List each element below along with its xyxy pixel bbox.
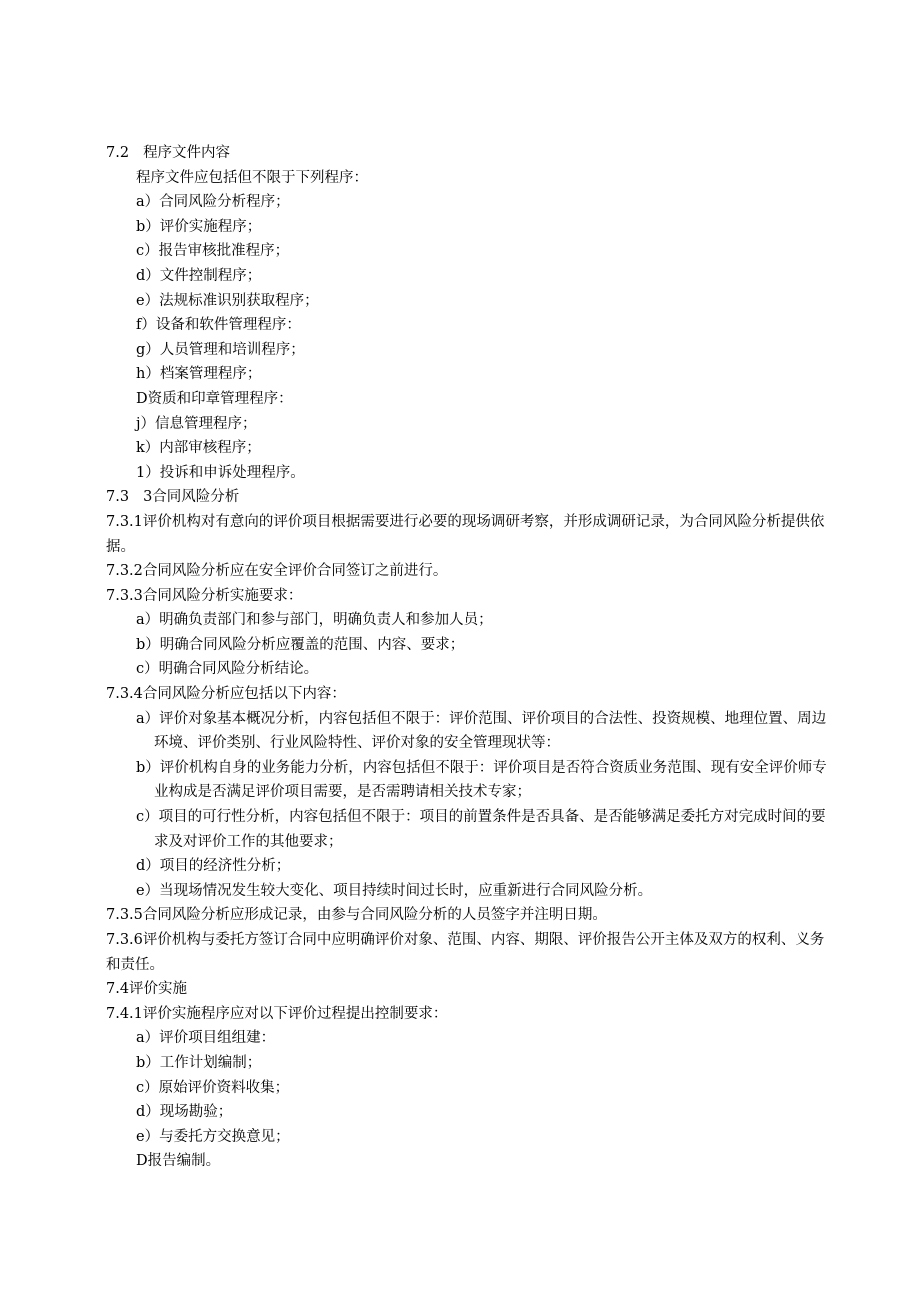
list-item: e）当现场情况发生较大变化、项目持续时间过长时，应重新进行合同风险分析。	[136, 882, 653, 899]
list-item: c）报告审核批准程序；	[136, 243, 290, 260]
list-item: a）明确负责部门和参与部门，明确负责人和参加人员；	[136, 612, 493, 629]
document-body	[106, 141, 836, 1174]
paragraph-7-3-6: 7.3.6评价机构与委托方签订合同中应明确评价对象、范围、内容、期限、评价报告公开主体及双方的权利、义务和责任。	[106, 932, 825, 973]
list-item: e）法规标准识别获取程序；	[136, 292, 319, 309]
paragraph-7-4-1: 7.4.1评价实施程序应对以下评价过程提出控制要求：	[106, 1005, 448, 1022]
list-item: g）人员管理和培训程序；	[136, 341, 305, 358]
section-heading-7-2	[106, 141, 836, 166]
list-item: h）档案管理程序；	[136, 366, 262, 383]
list-item: d）文件控制程序；	[136, 267, 262, 284]
list-item: b）评价机构自身的业务能力分析，内容包括但不限于：评价项目是否符合资质业务范围、现有安全评价师专业构成是否满足评价项目需要，是否需聘请相关技术专家；	[136, 759, 827, 801]
section-title: 3合同风险分析	[143, 489, 240, 506]
paragraph-7-3-5: 7.3.5合同风险分析应形成记录，由参与合同风险分析的人员签字并注明日期。	[106, 907, 607, 924]
section-number: 7.2	[106, 145, 130, 161]
list-item: D资质和印章管理程序：	[136, 390, 293, 407]
list-item: a）评价对象基本概况分析，内容包括但不限于：评价范围、评价项目的合法性、投资规模、地理位置、周边环境、评价类别、行业风险特性、评价对象的安全管理现状等：	[136, 710, 827, 752]
paragraph-7-3-3: 7.3.3合同风险分析实施要求：	[106, 587, 303, 604]
list-item: c）原始评价资料收集；	[136, 1079, 290, 1096]
list-item: d）现场勘验；	[136, 1104, 233, 1121]
paragraph-intro: 程序文件应包括但不限于下列程序：	[136, 169, 368, 186]
section-number: 7.3	[106, 489, 130, 506]
list-item: e）与委托方交换意见；	[136, 1128, 290, 1145]
list-item: b）工作计划编制；	[136, 1054, 262, 1071]
list-item: j）信息管理程序；	[136, 415, 257, 432]
list-item: b）明确合同风险分析应覆盖的范围、内容、要求；	[136, 636, 465, 653]
list-item: D报告编制。	[136, 1153, 221, 1170]
section-title: 程序文件内容	[143, 145, 231, 161]
section-heading-7-4: 7.4评价实施	[106, 981, 188, 998]
list-item: 1）投诉和申诉处理程序。	[136, 464, 305, 481]
paragraph-7-3-2: 7.3.2合同风险分析应在安全评价合同签订之前进行。	[106, 563, 448, 580]
paragraph-7-3-4: 7.3.4合同风险分析应包括以下内容：	[106, 686, 346, 703]
list-item: c）项目的可行性分析，内容包括但不限于：项目的前置条件是否具备、是否能够满足委托方对完成时间的要求及对评价工作的其他要求；	[136, 809, 826, 850]
paragraph-7-3-1: 7.3.1评价机构对有意向的评价项目根据需要进行必要的现场调研考察，并形成调研记录，为合同风险分析提供依据。	[106, 513, 825, 555]
list-item: a）评价项目组组建：	[136, 1030, 276, 1047]
list-item: c）明确合同风险分析结论。	[136, 661, 319, 678]
list-item: k）内部审核程序；	[136, 440, 261, 457]
list-item: a）合同风险分析程序；	[136, 194, 290, 211]
section-heading-7-3	[106, 485, 836, 510]
list-item: b）评价实施程序；	[136, 218, 262, 235]
list-item: f）设备和软件管理程序：	[136, 317, 301, 334]
list-item: d）项目的经济性分析；	[136, 858, 291, 875]
